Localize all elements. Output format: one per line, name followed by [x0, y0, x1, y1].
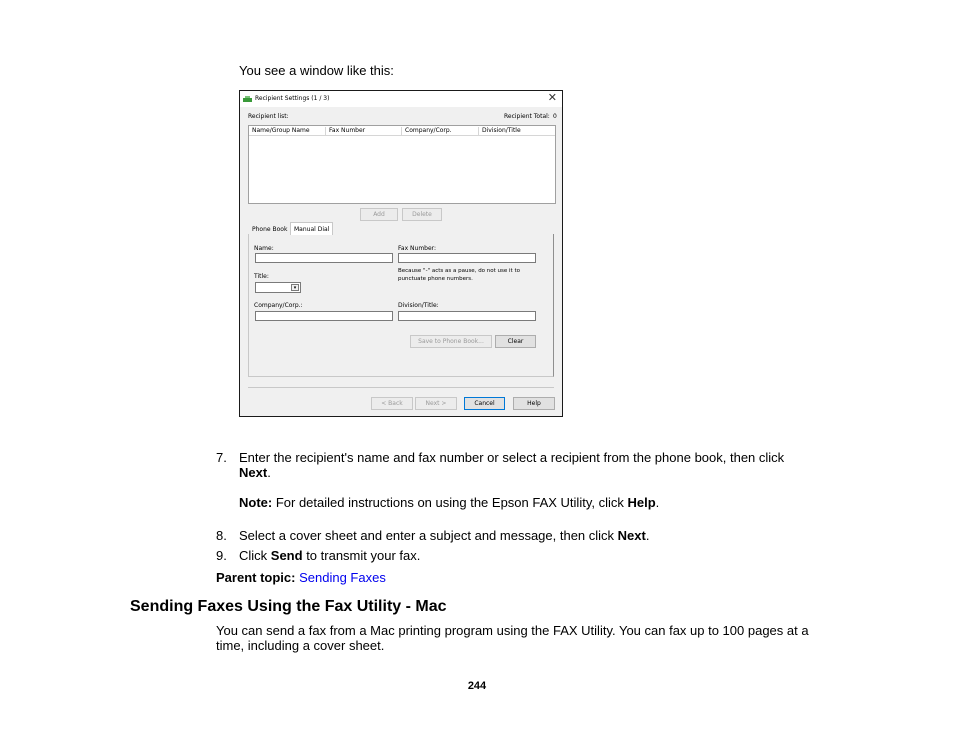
chevron-down-icon[interactable]: ▾: [291, 284, 299, 291]
close-icon[interactable]: ✕: [547, 91, 557, 104]
step-8-number: 8.: [216, 528, 227, 543]
step-8-bold: Next: [617, 528, 646, 543]
section-body-line-2: time, including a cover sheet.: [216, 638, 385, 653]
column-header-company[interactable]: Company/Corp.: [402, 127, 479, 135]
name-label: Name:: [254, 245, 274, 252]
column-header-name[interactable]: Name/Group Name: [249, 127, 326, 135]
add-button[interactable]: Add: [360, 208, 398, 221]
column-header-fax[interactable]: Fax Number: [326, 127, 402, 135]
step-7-number: 7.: [216, 450, 227, 465]
intro-text: You see a window like this:: [239, 63, 394, 78]
step-7-bold: Next: [239, 465, 268, 480]
help-button[interactable]: Help: [513, 397, 555, 410]
section-body: [216, 623, 826, 653]
recipient-list[interactable]: [248, 125, 556, 204]
title-select[interactable]: [255, 282, 301, 293]
section-title: Sending Faxes Using the Fax Utility - Mac: [130, 598, 447, 615]
step-9-body: Click: [239, 548, 271, 563]
parent-topic-link[interactable]: Sending Faxes: [299, 570, 386, 585]
dialog-titlebar: [240, 91, 562, 107]
fax-number-note: Because "-" acts as a pause, do not use it to punctuate phone numbers.: [398, 268, 520, 282]
recipient-list-header: [249, 126, 555, 136]
tab-phone-book[interactable]: Phone Book: [252, 225, 288, 233]
step-9-text: [239, 548, 839, 563]
step-9-bold: Send: [270, 548, 303, 563]
note-end: .: [655, 495, 660, 510]
name-input[interactable]: [255, 253, 393, 263]
recipient-list-label: Recipient list:: [248, 113, 289, 120]
recipient-total-value: 0: [553, 113, 557, 120]
title-label: Title:: [254, 273, 269, 280]
page-number: 244: [467, 680, 487, 692]
back-button[interactable]: < Back: [371, 397, 413, 410]
column-header-division[interactable]: Division/Title: [482, 127, 521, 134]
dialog-separator: [248, 387, 554, 388]
recipient-settings-dialog: [239, 90, 563, 417]
step-7-text: [239, 450, 839, 480]
clear-button[interactable]: Clear: [495, 335, 536, 348]
delete-button[interactable]: Delete: [402, 208, 442, 221]
note-text: For detailed instructions on using the Epson FAX Utility, click: [272, 495, 628, 510]
step-9-number: 9.: [216, 548, 227, 563]
company-input[interactable]: [255, 311, 393, 321]
note-label: Note:: [239, 495, 273, 510]
step-7-body: Enter the recipient's name and fax number or select a recipient from the phone book, then click: [239, 450, 785, 465]
save-to-phone-book-button[interactable]: Save to Phone Book...: [410, 335, 492, 348]
recipient-total-label: Recipient Total:: [504, 113, 550, 120]
fax-number-input[interactable]: [398, 253, 536, 263]
section-body-line-1: You can send a fax from a Mac printing program using the FAX Utility. You can fax up to 100 pages at a: [216, 623, 809, 638]
dialog-title: Recipient Settings (1 / 3): [255, 95, 330, 102]
step-7-end: .: [267, 465, 271, 480]
division-input[interactable]: [398, 311, 536, 321]
parent-topic: [216, 570, 386, 585]
step-8-body: Select a cover sheet and enter a subject and message, then click: [239, 528, 618, 543]
step-9-end: to transmit your fax.: [302, 548, 421, 563]
note-paragraph: [239, 495, 839, 510]
note-bold: Help: [627, 495, 656, 510]
tab-manual-dial[interactable]: Manual Dial: [290, 222, 333, 235]
step-8-end: .: [645, 528, 650, 543]
fax-utility-icon: [243, 96, 252, 102]
parent-topic-label: Parent topic:: [216, 570, 296, 585]
fax-number-label: Fax Number:: [398, 245, 437, 252]
step-8-text: [239, 528, 839, 543]
company-label: Company/Corp.:: [254, 302, 303, 309]
division-label: Division/Title:: [398, 302, 439, 309]
cancel-button[interactable]: Cancel: [464, 397, 505, 410]
next-button[interactable]: Next >: [415, 397, 457, 410]
